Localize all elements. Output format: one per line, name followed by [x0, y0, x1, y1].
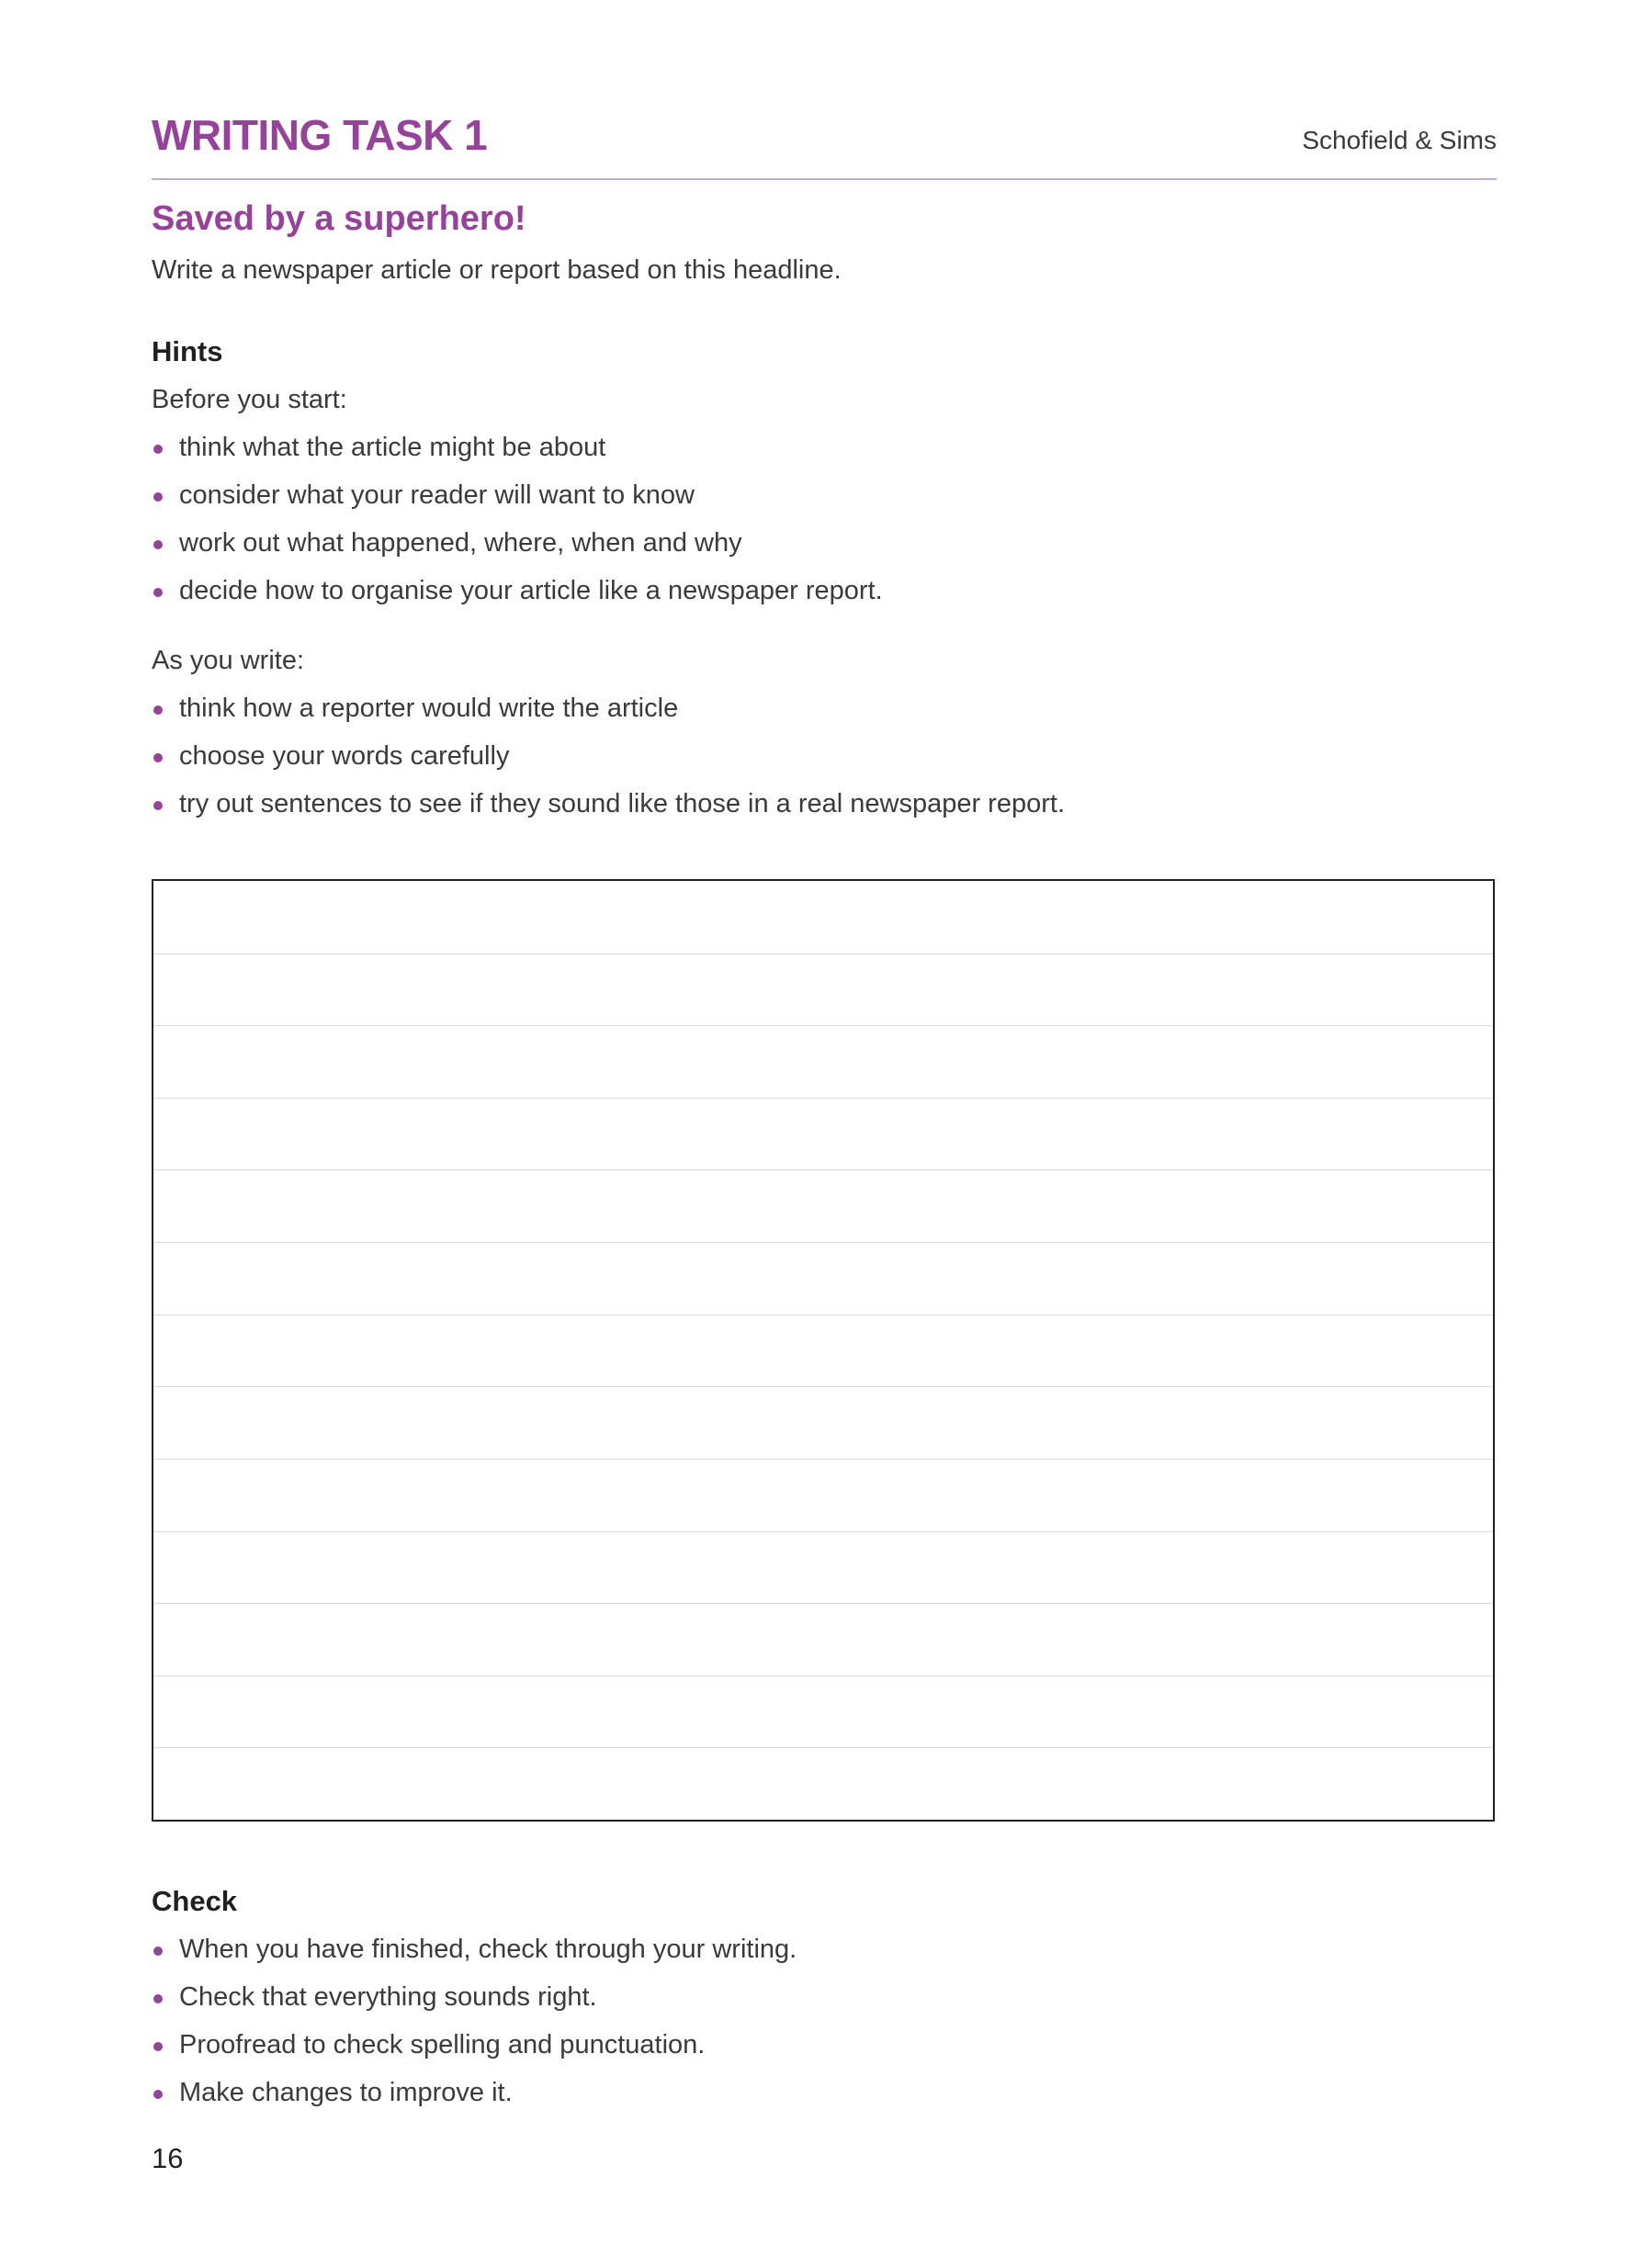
list-item-text: Proofread to check spelling and punctuation.	[179, 2030, 706, 2059]
writing-rule-line	[153, 1169, 1493, 1170]
list-item-text: decide how to organise your article like a newspaper report.	[179, 576, 883, 605]
list-item	[152, 740, 1065, 788]
writing-rule-line	[153, 1603, 1493, 1604]
list-item	[152, 2029, 797, 2077]
check-heading: Check	[152, 1885, 238, 1917]
as-you-write-label: As you write:	[152, 646, 304, 675]
hints-heading: Hints	[152, 335, 223, 367]
bullet-icon	[153, 2042, 163, 2051]
bullet-icon	[153, 801, 163, 810]
list-item	[152, 693, 1065, 740]
list-item-text: work out what happened, where, when and why	[179, 528, 742, 558]
bullet-icon	[153, 588, 163, 597]
list-item-text: Make changes to improve it.	[179, 2078, 513, 2107]
bullet-icon	[153, 753, 163, 762]
bullet-icon	[153, 445, 163, 454]
list-item	[152, 575, 883, 623]
before-start-label: Before you start:	[152, 385, 347, 414]
task-title: WRITING TASK 1	[152, 111, 488, 159]
list-item	[152, 1981, 797, 2029]
writing-rule-line	[153, 1025, 1493, 1026]
writing-rule-line	[153, 1747, 1493, 1748]
list-item-text: Check that everything sounds right.	[179, 1982, 597, 2012]
bullet-icon	[153, 1946, 163, 1956]
writing-rule-line	[153, 1098, 1493, 1099]
list-item	[152, 1934, 797, 1981]
list-item-text: try out sentences to see if they sound like those in a real newspaper report.	[179, 789, 1065, 818]
list-item	[152, 480, 883, 527]
publisher-name: Schofield & Sims	[1302, 126, 1497, 154]
before-start-list	[152, 432, 883, 623]
list-item-text: think how a reporter would write the article	[179, 694, 679, 723]
list-item	[152, 527, 883, 575]
writing-rule-line	[153, 953, 1493, 954]
writing-rule-line	[153, 1459, 1493, 1460]
list-item-text: When you have finished, check through your writing.	[179, 1935, 797, 1964]
list-item-text: choose your words carefully	[179, 741, 510, 771]
writing-rule-line	[153, 1386, 1493, 1387]
bullet-icon	[153, 540, 163, 549]
headline-title: Saved by a superhero!	[152, 199, 526, 238]
list-item-text: consider what your reader will want to know	[179, 480, 695, 510]
as-you-write-list	[152, 693, 1065, 836]
page-header	[152, 108, 1497, 180]
bullet-icon	[153, 1994, 163, 2003]
bullet-icon	[153, 492, 163, 502]
writing-rule-line	[153, 1531, 1493, 1532]
list-item	[152, 432, 883, 480]
list-item	[152, 788, 1065, 836]
bullet-icon	[153, 2090, 163, 2099]
list-item-text: think what the article might be about	[179, 433, 606, 462]
list-item	[152, 2077, 797, 2125]
writing-area[interactable]	[152, 879, 1495, 1822]
writing-rule-line	[153, 1242, 1493, 1243]
check-list	[152, 1934, 797, 2125]
page-number: 16	[152, 2142, 184, 2174]
task-instruction: Write a newspaper article or report based on this headline.	[152, 255, 842, 285]
worksheet-page	[152, 0, 1497, 2268]
bullet-icon	[153, 705, 163, 715]
